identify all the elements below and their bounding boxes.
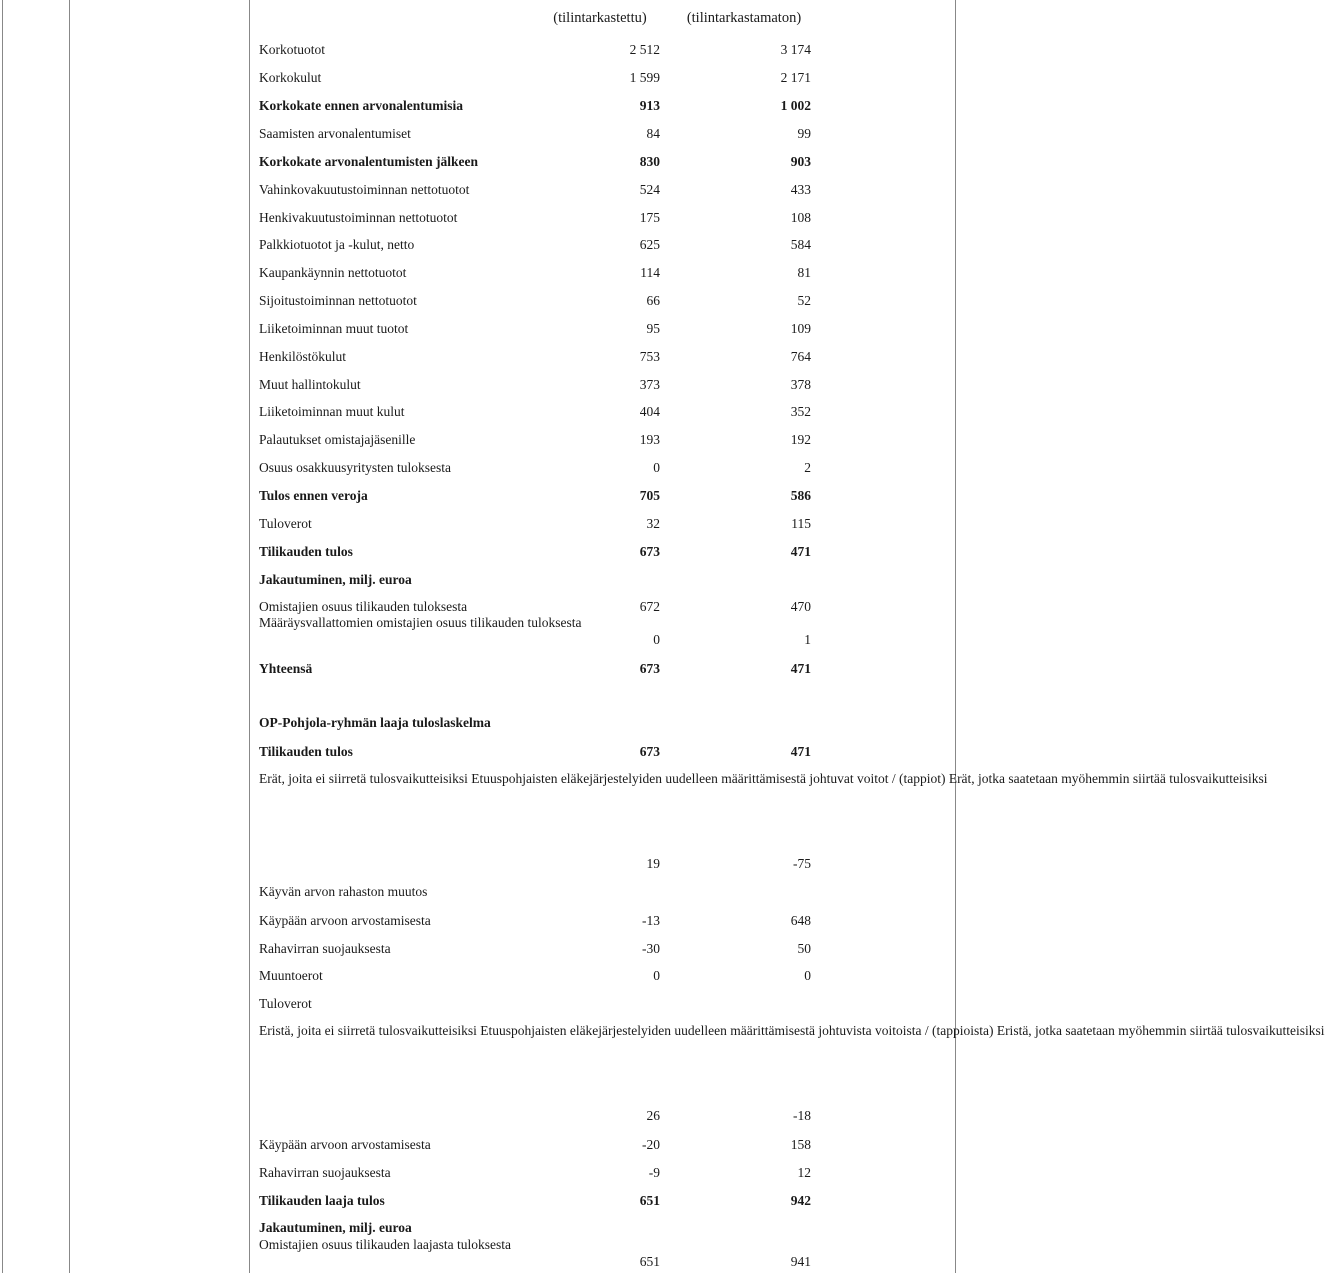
row-label: Käyvän arvon rahaston muutos (259, 884, 428, 899)
row-value-unaudited: 471 (790, 544, 811, 559)
row-label: Saamisten arvonalentumiset (259, 126, 411, 141)
row-label: Liiketoiminnan muut tuotot (259, 321, 409, 336)
row-value-audited: 673 (639, 661, 660, 676)
row-label: Tuloverot (259, 996, 312, 1011)
row-value-audited: 84 (646, 126, 660, 141)
row-label: Liiketoiminnan muut kulut (259, 404, 405, 419)
table-row (259, 995, 811, 1012)
row-label: Muuntoerot (259, 968, 323, 983)
table-row (259, 69, 811, 86)
row-value-unaudited: 115 (791, 516, 811, 531)
table-row (259, 125, 811, 142)
row-value-unaudited: 471 (790, 744, 811, 759)
row-label: Yhteensä (259, 661, 313, 676)
column-header-unaudited: (tilintarkastamaton) (686, 10, 802, 26)
row-value-unaudited: 158 (790, 1137, 811, 1152)
row-value-audited: 673 (639, 544, 660, 559)
table-row (259, 348, 811, 365)
row-label: Jakautuminen, milj. euroa (259, 1220, 412, 1235)
row-value-unaudited: 108 (790, 210, 811, 225)
column-divider-2 (249, 0, 250, 1273)
row-label: Käypään arvoon arvostamisesta (259, 913, 431, 928)
row-value-unaudited: 352 (790, 404, 811, 419)
row-value-audited: 0 (653, 632, 660, 647)
left-border-line (2, 0, 3, 1273)
row-value-audited: 175 (639, 210, 660, 225)
row-label: Omistajien osuus tilikauden tuloksesta (259, 599, 468, 614)
row-label: Henkivakuutustoiminnan nettotuotot (259, 210, 458, 225)
row-value-audited: -20 (642, 1137, 660, 1152)
row-value-unaudited: 584 (790, 237, 811, 252)
table-row (259, 376, 811, 393)
row-value-unaudited: 109 (790, 321, 811, 336)
row-value-unaudited: 3 174 (780, 42, 811, 57)
row-value-unaudited: 470 (790, 599, 811, 614)
row-value-audited: 0 (653, 460, 660, 475)
row-value-unaudited: 941 (790, 1254, 811, 1269)
row-label: Erät, joita ei siirretä tulosvaikutteisiksi Etuuspohjaisten eläkejärjestelyiden uudelleen määrittämisestä johtuvat voitot / (tappiot) Erät, jotka saatetaan myöhemmin siirtää tulosvaikutteisiksi (259, 771, 1268, 786)
column-divider-1 (69, 0, 70, 1273)
row-value-unaudited: 192 (790, 432, 811, 447)
row-label: Muut hallintokulut (259, 377, 361, 392)
row-value-unaudited: 2 (804, 460, 811, 475)
table-row (259, 515, 811, 532)
table-row (259, 912, 811, 929)
row-label: Palkkiotuotot ja -kulut, netto (259, 237, 415, 252)
table-row (259, 1164, 811, 1181)
row-value-unaudited: 12 (797, 1165, 811, 1180)
row-label: Sijoitustoiminnan nettotuotot (259, 293, 417, 308)
table-row (259, 403, 811, 420)
row-value-unaudited: 903 (790, 154, 811, 169)
row-value-audited: 26 (646, 1108, 660, 1123)
row-value-audited: 753 (639, 349, 660, 364)
table-row (259, 770, 1268, 872)
table-row (259, 1236, 811, 1270)
row-value-audited: -30 (642, 941, 660, 956)
table-row (259, 967, 811, 984)
table-row (259, 543, 811, 560)
row-value-audited: 0 (653, 968, 660, 983)
row-label: Vahinkovakuutustoiminnan nettotuotot (259, 182, 470, 197)
row-value-unaudited: 942 (790, 1193, 811, 1208)
row-value-audited: 673 (639, 744, 660, 759)
row-value-unaudited: 648 (790, 913, 811, 928)
row-label: Korkokate arvonalentumisten jälkeen (259, 154, 478, 169)
row-value-audited: 95 (646, 321, 660, 336)
row-label: Henkilöstökulut (259, 349, 346, 364)
row-label: Tulos ennen veroja (259, 488, 368, 503)
row-label: Määräysvallattomien omistajien osuus tilikauden tuloksesta (259, 615, 582, 630)
table-row (259, 743, 811, 760)
row-value-audited: 830 (639, 154, 660, 169)
row-value-unaudited: 433 (790, 182, 811, 197)
row-label: Osuus osakkuusyritysten tuloksesta (259, 460, 451, 475)
row-label: Käypään arvoon arvostamisesta (259, 1137, 431, 1152)
row-value-unaudited: 0 (804, 968, 811, 983)
table-row (259, 1219, 811, 1236)
table-row (259, 714, 811, 731)
row-value-audited: 672 (639, 599, 660, 614)
row-value-audited: 625 (639, 237, 660, 252)
row-value-audited: -13 (642, 913, 660, 928)
row-label: Tilikauden laaja tulos (259, 1193, 385, 1208)
row-label: Eristä, joita ei siirretä tulosvaikutteisiksi Etuuspohjaisten eläkejärjestelyiden uudelleen määrittämisestä johtuvista voitoista / (tappioista) Eristä, jotka saatetaan myöhemmin siirtää tulosvaikutteisiksi (259, 1023, 1325, 1038)
row-value-unaudited: 378 (790, 377, 811, 392)
table-row (259, 660, 811, 677)
row-value-audited: 1 599 (629, 70, 660, 85)
table-row (259, 487, 811, 504)
row-value-audited: 193 (639, 432, 660, 447)
row-value-audited: 2 512 (629, 42, 660, 57)
table-row (259, 459, 811, 476)
row-label: Jakautuminen, milj. euroa (259, 572, 412, 587)
table-row (259, 598, 811, 615)
row-value-unaudited: 52 (797, 293, 811, 308)
row-value-unaudited: 764 (790, 349, 811, 364)
row-value-audited: 913 (639, 98, 660, 113)
row-label: Omistajien osuus tilikauden laajasta tuloksesta (259, 1237, 511, 1252)
row-label: Korkotuotot (259, 42, 325, 57)
row-value-audited: 19 (646, 856, 660, 871)
right-border-line (955, 0, 956, 1273)
row-label: Kaupankäynnin nettotuotot (259, 265, 407, 280)
row-value-audited: 32 (646, 516, 660, 531)
table-row (259, 320, 811, 337)
table-row (259, 153, 811, 170)
column-header-audited: (tilintarkastettu) (553, 10, 647, 26)
row-value-unaudited: -75 (793, 856, 811, 871)
row-label: Korkokate ennen arvonalentumisia (259, 98, 464, 113)
table-row (259, 292, 811, 309)
row-label: Tuloverot (259, 516, 312, 531)
table-row (259, 571, 811, 588)
row-value-audited: 524 (639, 182, 660, 197)
row-value-unaudited: 99 (797, 126, 811, 141)
row-label: Korkokulut (259, 70, 322, 85)
table-row (259, 236, 811, 253)
table-row (259, 97, 811, 114)
table-row (259, 41, 811, 58)
row-label: Rahavirran suojauksesta (259, 941, 391, 956)
row-label: Palautukset omistajajäsenille (259, 432, 416, 447)
row-value-unaudited: 81 (797, 265, 811, 280)
row-value-audited: 114 (640, 265, 660, 280)
row-value-audited: 705 (639, 488, 660, 503)
row-value-unaudited: 1 002 (780, 98, 811, 113)
table-row (259, 181, 811, 198)
row-label: Tilikauden tulos (259, 544, 353, 559)
table-row (259, 940, 811, 957)
table-row (259, 1136, 811, 1153)
row-value-audited: 651 (639, 1193, 660, 1208)
row-value-audited: 404 (639, 404, 660, 419)
table-row (259, 883, 811, 900)
table-row (259, 264, 811, 281)
table-row (259, 1192, 811, 1209)
row-value-audited: -9 (648, 1165, 660, 1180)
row-value-unaudited: 1 (804, 632, 811, 647)
table-row (259, 431, 811, 448)
row-value-audited: 66 (646, 293, 660, 308)
row-value-audited: 651 (639, 1254, 660, 1269)
row-value-audited: 373 (639, 377, 660, 392)
row-value-unaudited: 586 (790, 488, 811, 503)
row-value-unaudited: 471 (790, 661, 811, 676)
row-value-unaudited: 50 (797, 941, 811, 956)
row-label: Tilikauden tulos (259, 744, 353, 759)
row-value-unaudited: 2 171 (780, 70, 811, 85)
row-value-unaudited: -18 (793, 1108, 811, 1123)
table-row (259, 614, 811, 648)
table-row (259, 209, 811, 226)
table-row (259, 1022, 1325, 1124)
row-label: OP-Pohjola-ryhmän laaja tuloslaskelma (259, 715, 491, 730)
row-label: Rahavirran suojauksesta (259, 1165, 391, 1180)
